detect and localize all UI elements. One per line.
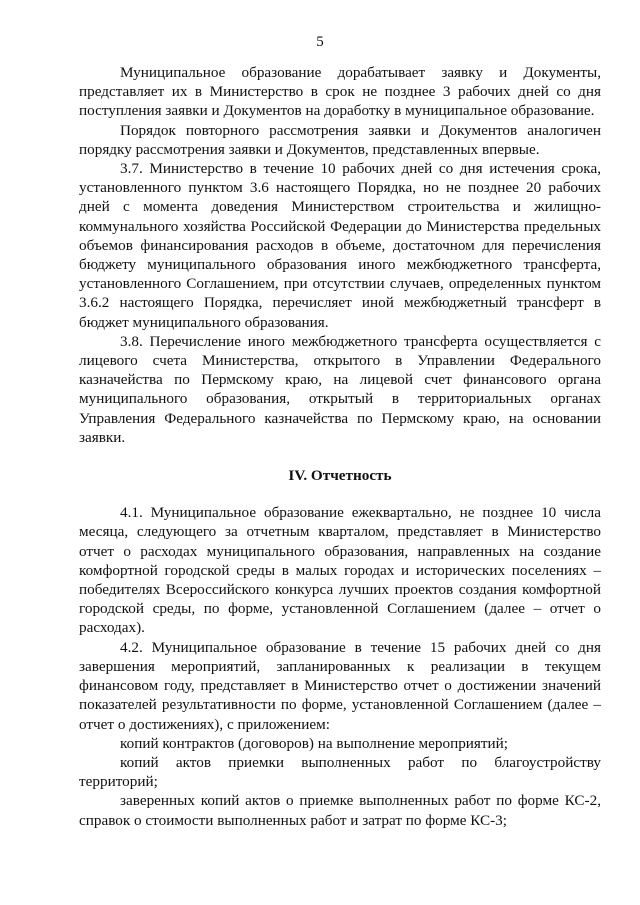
list-item: заверенных копий актов о приемке выполненных работ по форме КС-2, справок о стоимости выполненных работ и затрат по форме КС-3; [79, 792, 601, 829]
document-body [79, 63, 601, 830]
list-item: копий актов приемки выполненных работ по благоустройству территорий; [79, 753, 601, 791]
paragraph-4-1: 4.1. Муниципальное образование ежеквартально, не позднее 10 числа месяца, следующего за отчетным кварталом, представляет в Министерство отчет о расходах муниципального образования, направленных на создание комфортной городской среды в малых городах и исторических поселениях – победителях Всероссийского конкурса лучших проектов создания комфортной городской среды, по форме, установленной Соглашением (далее – отчет о расходах). [79, 504, 601, 637]
list-item: копий контрактов (договоров) на выполнение мероприятий; [120, 734, 509, 752]
paragraph: Муниципальное образование дорабатывает заявку и Документы, представляет их в Министерство в срок не позднее 3 рабочих дней со дня поступления заявки и Документов на доработку в муниципальное образование. [79, 64, 601, 120]
section-heading: IV. Отчетность [288, 467, 392, 485]
page-number: 5 [316, 34, 324, 50]
paragraph: Порядок повторного рассмотрения заявки и Документов аналогичен порядку рассмотрения заявки и Документов, представленных впервые. [79, 121, 601, 158]
paragraph-4-2: 4.2. Муниципальное образование в течение 15 рабочих дней со дня завершения мероприятий, запланированных к реализации в текущем финансовом году, представляет в Министерство отчет о достижении значений показателей результативности по форме, установленной Соглашением (далее – отчет о достижениях), с приложением: [79, 638, 601, 733]
paragraph-3-8: 3.8. Перечисление иного межбюджетного трансферта осуществляется с лицевого счета Министерства, открытого в Управлении Федерального казначейства по Пермскому краю, на лицевой счет финансового органа муниципального образования, открытый в территориальных органах Управления Федерального казначейства по Пермскому краю, на основании заявки. [79, 332, 601, 446]
paragraph-3-7: 3.7. Министерство в течение 10 рабочих дней со дня истечения срока, установленного пунктом 3.6 настоящего Порядка, но не позднее 20 рабочих дней с момента доведения Министерством строительства и жилищно-коммунального хозяйства Российской Федерации до Министерства предельных объемов финансирования расходов в объеме, достаточном для перечисления бюджету муниципального образования иного межбюджетного трансферта, установленного Соглашением, при отсутствии случаев, определенных пунктом 3.6.2 настоящего Порядка, перечисляет иной межбюджетный трансферт в бюджет муниципального образования. [79, 160, 601, 331]
